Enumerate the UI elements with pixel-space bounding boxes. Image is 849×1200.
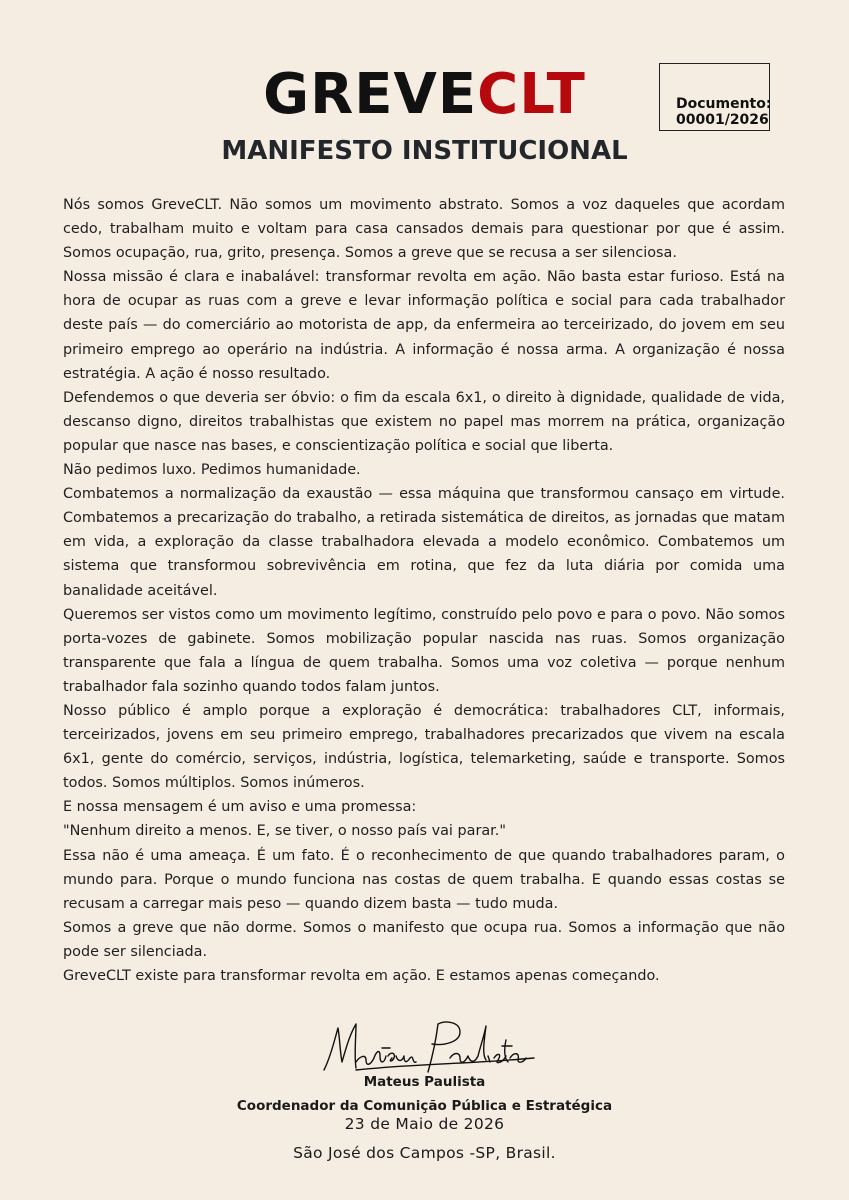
- signatory-role: Coordenador da Comunição Pública e Estratégica: [236, 1098, 613, 1114]
- document-number: 00001/2026: [676, 112, 769, 128]
- paragraph: Não pedimos luxo. Pedimos humanidade.: [63, 462, 361, 479]
- paragraph: Essa não é uma ameaça. É um fato. É o reconhecimento de que quando trabalhadores param, o mundo para. Porque o mundo funciona nas costas de quem trabalha. E quando essas costas se recusam a carregar mais peso — quando dizem basta — tudo muda.: [63, 847, 785, 912]
- document-place: São José dos Campos -SP, Brasil.: [293, 1144, 556, 1162]
- document-date: 23 de Maio de 2026: [344, 1115, 505, 1133]
- page-title: MANIFESTO INSTITUCIONAL: [221, 136, 628, 166]
- paragraph: E nossa mensagem é um aviso e uma promessa:: [63, 799, 417, 816]
- handwritten-signature: [320, 1018, 540, 1080]
- paragraph: GreveCLT existe para transformar revolta em ação. E estamos apenas começando.: [63, 968, 660, 984]
- paragraph: Defendemos o que deveria ser óbvio: o fim da escala 6x1, o direito à dignidade, qualidade de vida, descanso digno, direitos trabalhistas que existem no papel mas morrem na prática, organização popular que nasce nas bases, e conscientização política e social que liberta.: [63, 389, 785, 454]
- paragraph: Nosso público é amplo porque a exploração é democrática: trabalhadores CLT, informais, terceirizados, jovens em seu primeiro emprego, trabalhadores precarizados que vivem na escala 6x1, gente do comércio, serviços, indústria, logística, telemarketing, saúde e transporte. Somos todos. Somos múltiplos. Somos inúmeros.: [63, 702, 785, 792]
- manifesto-body: [63, 193, 785, 988]
- paragraph: Nossa missão é clara e inabalável: transformar revolta em ação. Não basta estar furioso. Está na hora de ocupar as ruas com a greve e levar informação política e social para cada trabalhador deste país — do comerciário ao motorista de app, da enfermeira ao terceirizado, do jovem em seu primeiro emprego ao operário na indústria. A informação é nossa arma. A organização é nossa estratégia. A ação é nosso resultado.: [63, 269, 785, 382]
- paragraph: Combatemos a normalização da exaustão — essa máquina que transformou cansaço em virtude. Combatemos a precarização do trabalho, a retirada sistemática de direitos, as jornadas que matam em vida, a exploração da classe trabalhadora elevada a modelo econômico. Combatemos um sistema que transformou sobrevivência em rotina, que fez da luta diária por comida uma banalidade aceitável.: [63, 486, 785, 599]
- logo-greve: GREVE: [263, 62, 478, 127]
- paragraph: Somos a greve que não dorme. Somos o manifesto que ocupa rua. Somos a informação que não pode ser silenciada.: [63, 919, 785, 960]
- paragraph: Queremos ser vistos como um movimento legítimo, construído pelo povo e para o povo. Não somos porta-vozes de gabinete. Somos mobilização popular nascida nas ruas. Somos organização transparente que fala a língua de quem trabalha. Somos uma voz coletiva — porque nenhum trabalhador fala sozinho quando todos falam juntos.: [63, 606, 785, 695]
- quote-paragraph: "Nenhum direito a menos. E, se tiver, o nosso país vai parar.": [63, 823, 506, 840]
- document-label: Documento:: [676, 96, 772, 112]
- paragraph: Nós somos GreveCLT. Não somos um movimento abstrato. Somos a voz daqueles que acordam cedo, trabalham muito e voltam para casa cansados demais para questionar por que é assim. Somos ocupação, rua, grito, presença. Somos a greve que se recusa a ser silenciosa.: [63, 197, 785, 262]
- document-number-box: [659, 63, 770, 131]
- signatory-name: Mateus Paulista: [363, 1074, 486, 1090]
- logo-clt: CLT: [477, 62, 586, 127]
